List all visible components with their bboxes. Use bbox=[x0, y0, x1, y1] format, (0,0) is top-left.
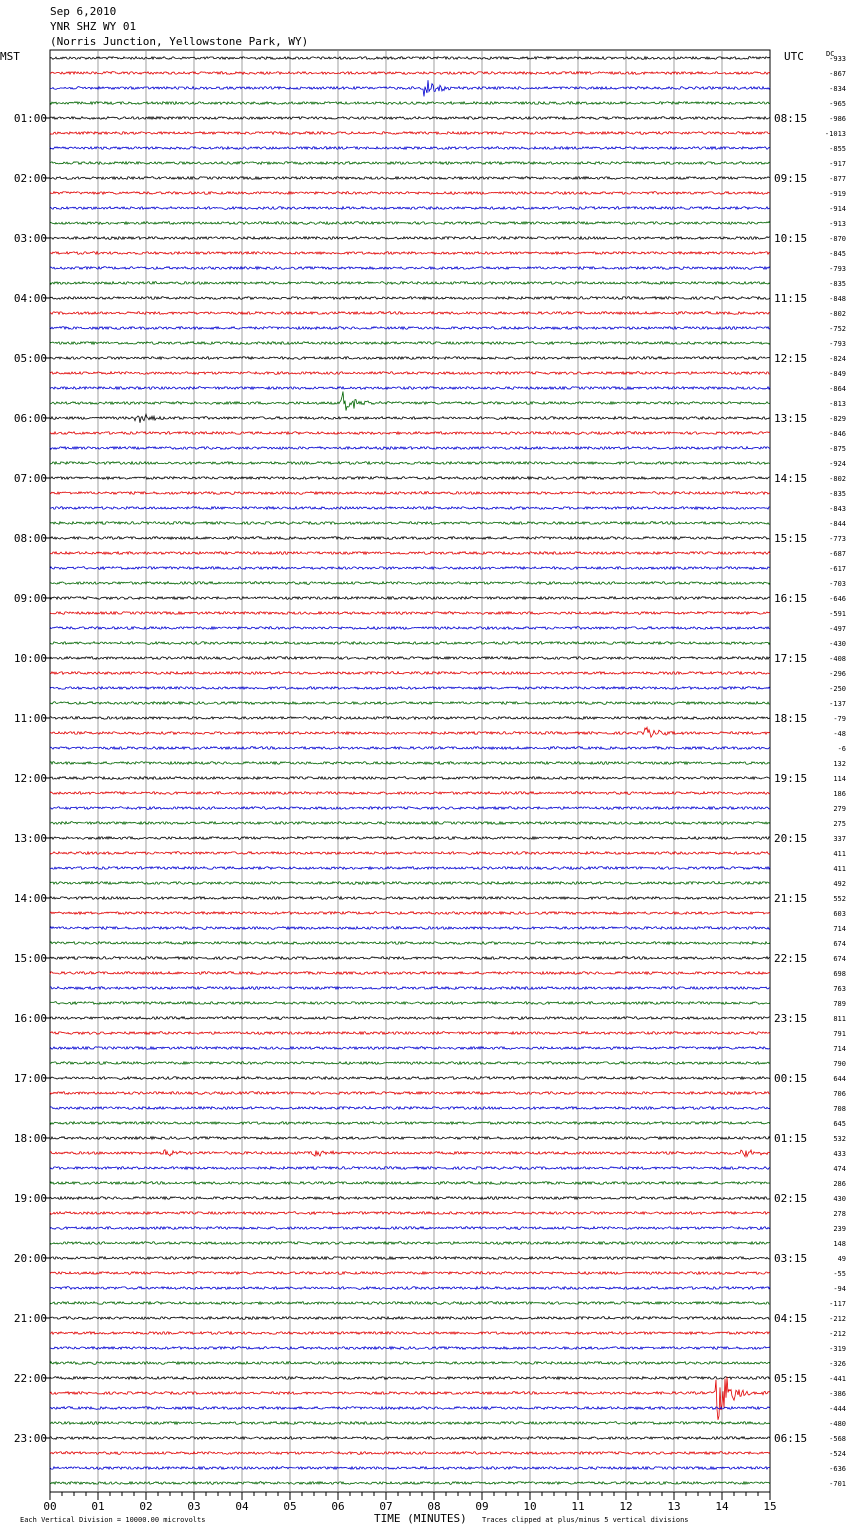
dc-offset-label: -591 bbox=[829, 610, 846, 618]
seismic-trace bbox=[50, 387, 770, 390]
seismic-trace bbox=[50, 747, 770, 750]
x-tick-label: 07 bbox=[379, 1500, 393, 1513]
dc-label: DC bbox=[826, 50, 835, 58]
dc-offset-label: 286 bbox=[833, 1180, 846, 1188]
dc-offset-label: 433 bbox=[833, 1150, 846, 1158]
utc-hour-label: 17:15 bbox=[774, 652, 808, 665]
dc-offset-label: 148 bbox=[833, 1240, 846, 1248]
dc-offset-label: -845 bbox=[829, 250, 846, 258]
station-code: YNR SHZ WY 01 bbox=[50, 20, 137, 33]
seismic-trace bbox=[50, 282, 770, 285]
seismic-trace bbox=[50, 642, 770, 645]
mst-hour-label: 02:00 bbox=[13, 172, 47, 185]
dc-offset-label: -864 bbox=[829, 385, 846, 393]
mst-hour-label: 14:00 bbox=[13, 892, 47, 905]
utc-hour-label: 06:15 bbox=[774, 1432, 808, 1445]
x-axis-title: TIME (MINUTES) bbox=[374, 1512, 467, 1525]
seismic-trace bbox=[50, 252, 770, 255]
seismic-trace bbox=[50, 1452, 770, 1455]
seismic-trace bbox=[50, 1122, 770, 1125]
seismic-trace bbox=[50, 1092, 770, 1095]
seismic-trace bbox=[50, 672, 770, 675]
seismic-trace bbox=[50, 327, 770, 330]
dc-offset-label: -829 bbox=[829, 415, 846, 423]
seismic-trace bbox=[50, 1197, 770, 1200]
dc-offset-label: 430 bbox=[833, 1195, 846, 1203]
dc-offset-label: 714 bbox=[833, 1045, 846, 1053]
utc-hour-label: 04:15 bbox=[774, 1312, 808, 1325]
seismic-trace bbox=[50, 627, 770, 630]
seismic-trace bbox=[50, 777, 770, 780]
seismic-trace bbox=[50, 102, 770, 105]
utc-hour-label: 08:15 bbox=[774, 112, 808, 125]
seismic-trace bbox=[50, 1002, 770, 1005]
seismic-trace bbox=[50, 597, 770, 600]
seismic-trace bbox=[50, 1242, 770, 1245]
dc-offset-label: -848 bbox=[829, 295, 846, 303]
dc-offset-label: 674 bbox=[833, 955, 846, 963]
station-location: (Norris Junction, Yellowstone Park, WY) bbox=[50, 35, 309, 48]
dc-offset-label: -6 bbox=[837, 745, 846, 753]
seismic-trace bbox=[50, 942, 770, 945]
x-tick-label: 00 bbox=[43, 1500, 57, 1513]
seismic-trace bbox=[50, 972, 770, 975]
dc-offset-label: -646 bbox=[829, 595, 846, 603]
x-tick-label: 05 bbox=[283, 1500, 297, 1513]
seismic-trace bbox=[50, 1212, 770, 1215]
x-tick-label: 08 bbox=[427, 1500, 441, 1513]
seismic-trace bbox=[50, 1317, 770, 1320]
seismic-trace bbox=[50, 1362, 770, 1365]
seismic-trace bbox=[50, 882, 770, 885]
mst-hour-label: 19:00 bbox=[13, 1192, 47, 1205]
mst-hour-label: 21:00 bbox=[13, 1312, 47, 1325]
dc-offset-label: -835 bbox=[829, 490, 846, 498]
dc-offset-label: 532 bbox=[833, 1135, 846, 1143]
dc-offset-label: -617 bbox=[829, 565, 846, 573]
dc-offset-label: 132 bbox=[833, 760, 846, 768]
seismic-trace bbox=[50, 1287, 770, 1290]
mst-hour-label: 10:00 bbox=[13, 652, 47, 665]
dc-offset-label: -875 bbox=[829, 445, 846, 453]
utc-hour-label: 13:15 bbox=[774, 412, 808, 425]
dc-offset-label: -319 bbox=[829, 1345, 846, 1353]
dc-offset-label: -524 bbox=[829, 1450, 846, 1458]
utc-hour-label: 11:15 bbox=[774, 292, 808, 305]
dc-offset-label: -687 bbox=[829, 550, 846, 558]
utc-hour-label: 16:15 bbox=[774, 592, 808, 605]
utc-hour-label: 00:15 bbox=[774, 1072, 808, 1085]
utc-hour-label: 21:15 bbox=[774, 892, 808, 905]
dc-offset-label: -913 bbox=[829, 220, 846, 228]
seismic-trace bbox=[50, 267, 770, 270]
dc-offset-label: 645 bbox=[833, 1120, 846, 1128]
plot-frame bbox=[50, 50, 770, 1492]
dc-offset-label: 790 bbox=[833, 1060, 846, 1068]
utc-hour-label: 03:15 bbox=[774, 1252, 808, 1265]
seismic-trace bbox=[50, 507, 770, 510]
seismic-trace bbox=[50, 582, 770, 585]
dc-offset-label: 275 bbox=[833, 820, 846, 828]
dc-offset-label: -793 bbox=[829, 340, 846, 348]
dc-offset-label: 698 bbox=[833, 970, 846, 978]
dc-offset-label: -846 bbox=[829, 430, 846, 438]
seismic-trace bbox=[50, 927, 770, 930]
dc-offset-label: 674 bbox=[833, 940, 846, 948]
dc-offset-label: 763 bbox=[833, 985, 846, 993]
seismic-trace bbox=[50, 80, 770, 96]
dc-offset-label: -441 bbox=[829, 1375, 846, 1383]
seismic-trace bbox=[50, 372, 770, 375]
dc-offset-label: -137 bbox=[829, 700, 846, 708]
dc-offset-label: -212 bbox=[829, 1315, 846, 1323]
dc-offset-label: -933 bbox=[829, 55, 846, 63]
seismic-trace bbox=[50, 177, 770, 180]
vertical-division-note: Each Vertical Division = 10000.00 microvolts bbox=[20, 1516, 206, 1524]
x-tick-label: 09 bbox=[475, 1500, 489, 1513]
seismic-trace bbox=[50, 852, 770, 855]
seismic-trace bbox=[50, 492, 770, 495]
utc-hour-label: 12:15 bbox=[774, 352, 808, 365]
seismic-trace bbox=[50, 807, 770, 810]
mst-hour-label: 08:00 bbox=[13, 532, 47, 545]
dc-offset-label: -79 bbox=[833, 715, 846, 723]
dc-offset-label: -55 bbox=[833, 1270, 846, 1278]
x-tick-label: 15 bbox=[763, 1500, 777, 1513]
seismic-trace bbox=[50, 717, 770, 720]
x-tick-label: 06 bbox=[331, 1500, 345, 1513]
dc-offset-label: -296 bbox=[829, 670, 846, 678]
seismic-trace bbox=[50, 537, 770, 540]
seismic-trace bbox=[50, 1407, 770, 1410]
dc-offset-label: -867 bbox=[829, 70, 846, 78]
seismic-trace bbox=[50, 897, 770, 900]
seismic-trace bbox=[50, 1437, 770, 1440]
dc-offset-label: 278 bbox=[833, 1210, 846, 1218]
x-tick-label: 02 bbox=[139, 1500, 153, 1513]
dc-offset-label: 603 bbox=[833, 910, 846, 918]
seismic-trace bbox=[50, 357, 770, 360]
dc-offset-label: -834 bbox=[829, 85, 846, 93]
dc-offset-label: -117 bbox=[829, 1300, 846, 1308]
mst-hour-label: 23:00 bbox=[13, 1432, 47, 1445]
mst-hour-label: 15:00 bbox=[13, 952, 47, 965]
seismic-trace bbox=[50, 117, 770, 120]
seismic-trace bbox=[50, 432, 770, 435]
utc-axis-label: UTC bbox=[784, 50, 804, 63]
x-tick-label: 13 bbox=[667, 1500, 681, 1513]
dc-offset-label: 789 bbox=[833, 1000, 846, 1008]
dc-offset-label: -855 bbox=[829, 145, 846, 153]
utc-hour-label: 05:15 bbox=[774, 1372, 808, 1385]
mst-hour-label: 03:00 bbox=[13, 232, 47, 245]
dc-offset-label: 791 bbox=[833, 1030, 846, 1038]
dc-offset-label: -212 bbox=[829, 1330, 846, 1338]
seismic-trace bbox=[50, 1032, 770, 1035]
seismic-trace bbox=[50, 727, 770, 737]
dc-offset-label: -870 bbox=[829, 235, 846, 243]
mst-hour-label: 06:00 bbox=[13, 412, 47, 425]
dc-offset-label: -965 bbox=[829, 100, 846, 108]
dc-offset-label: -813 bbox=[829, 400, 846, 408]
mst-axis-label: MST bbox=[0, 50, 20, 63]
dc-offset-label: -924 bbox=[829, 460, 846, 468]
seismic-trace bbox=[50, 867, 770, 870]
seismic-trace bbox=[50, 1182, 770, 1185]
seismic-trace bbox=[50, 837, 770, 840]
seismic-trace bbox=[50, 462, 770, 465]
seismic-trace bbox=[50, 192, 770, 195]
seismic-trace bbox=[50, 1167, 770, 1170]
dc-offset-label: -497 bbox=[829, 625, 846, 633]
seismic-trace bbox=[50, 1227, 770, 1230]
x-tick-label: 10 bbox=[523, 1500, 537, 1513]
dc-offset-label: -480 bbox=[829, 1420, 846, 1428]
x-tick-label: 12 bbox=[619, 1500, 633, 1513]
mst-hour-label: 20:00 bbox=[13, 1252, 47, 1265]
dc-offset-label: 337 bbox=[833, 835, 846, 843]
seismic-trace bbox=[50, 552, 770, 555]
seismic-trace bbox=[50, 657, 770, 660]
mst-hour-label: 17:00 bbox=[13, 1072, 47, 1085]
dc-offset-label: 474 bbox=[833, 1165, 846, 1173]
dc-offset-label: -986 bbox=[829, 115, 846, 123]
dc-offset-label: -250 bbox=[829, 685, 846, 693]
seismic-trace bbox=[50, 792, 770, 795]
dc-offset-label: 239 bbox=[833, 1225, 846, 1233]
seismic-trace bbox=[50, 414, 770, 423]
seismic-trace bbox=[50, 237, 770, 240]
dc-offset-label: -701 bbox=[829, 1480, 846, 1488]
mst-hour-label: 07:00 bbox=[13, 472, 47, 485]
dc-offset-label: -773 bbox=[829, 535, 846, 543]
utc-hour-label: 01:15 bbox=[774, 1132, 808, 1145]
seismic-trace bbox=[50, 1257, 770, 1260]
utc-hour-label: 14:15 bbox=[774, 472, 808, 485]
dc-offset-label: -835 bbox=[829, 280, 846, 288]
dc-offset-label: 186 bbox=[833, 790, 846, 798]
dc-offset-label: -914 bbox=[829, 205, 846, 213]
dc-offset-label: -568 bbox=[829, 1435, 846, 1443]
seismic-trace bbox=[50, 207, 770, 210]
dc-offset-label: 492 bbox=[833, 880, 846, 888]
dc-offset-label: -386 bbox=[829, 1390, 846, 1398]
dc-offset-label: 811 bbox=[833, 1015, 846, 1023]
seismic-trace bbox=[50, 1137, 770, 1140]
seismic-trace bbox=[50, 132, 770, 135]
seismic-trace bbox=[50, 297, 770, 300]
utc-hour-label: 23:15 bbox=[774, 1012, 808, 1025]
mst-hour-label: 01:00 bbox=[13, 112, 47, 125]
seismic-trace bbox=[50, 1017, 770, 1020]
plot-date: Sep 6,2010 bbox=[50, 5, 117, 18]
dc-offset-label: 49 bbox=[837, 1255, 846, 1263]
utc-hour-label: 15:15 bbox=[774, 532, 808, 545]
dc-offset-label: 114 bbox=[833, 775, 846, 783]
dc-offset-label: 552 bbox=[833, 895, 846, 903]
seismic-trace bbox=[50, 822, 770, 825]
mst-hour-label: 05:00 bbox=[13, 352, 47, 365]
dc-offset-label: -444 bbox=[829, 1405, 846, 1413]
dc-offset-label: -844 bbox=[829, 520, 846, 528]
mst-hour-label: 16:00 bbox=[13, 1012, 47, 1025]
seismic-trace bbox=[50, 1467, 770, 1470]
seismic-trace bbox=[50, 1377, 770, 1380]
utc-hour-label: 09:15 bbox=[774, 172, 808, 185]
dc-offset-label: -703 bbox=[829, 580, 846, 588]
dc-offset-label: -919 bbox=[829, 190, 846, 198]
seismic-trace bbox=[50, 162, 770, 165]
dc-offset-label: -326 bbox=[829, 1360, 846, 1368]
mst-hour-label: 12:00 bbox=[13, 772, 47, 785]
seismic-trace bbox=[50, 312, 770, 315]
mst-hour-label: 13:00 bbox=[13, 832, 47, 845]
x-tick-label: 01 bbox=[91, 1500, 105, 1513]
dc-offset-label: -917 bbox=[829, 160, 846, 168]
dc-offset-label: -430 bbox=[829, 640, 846, 648]
seismic-trace bbox=[50, 687, 770, 690]
dc-offset-label: -849 bbox=[829, 370, 846, 378]
x-tick-label: 03 bbox=[187, 1500, 201, 1513]
seismic-trace bbox=[50, 912, 770, 915]
seismic-trace bbox=[50, 957, 770, 960]
dc-offset-label: -408 bbox=[829, 655, 846, 663]
mst-hour-label: 04:00 bbox=[13, 292, 47, 305]
seismic-trace bbox=[50, 1482, 770, 1485]
seismic-trace bbox=[50, 1107, 770, 1110]
seismic-trace bbox=[50, 147, 770, 150]
dc-offset-label: -752 bbox=[829, 325, 846, 333]
seismic-trace bbox=[50, 612, 770, 615]
dc-offset-label: -843 bbox=[829, 505, 846, 513]
seismic-trace bbox=[50, 342, 770, 345]
seismic-trace bbox=[50, 1150, 770, 1157]
seismic-trace bbox=[50, 57, 770, 60]
x-tick-label: 11 bbox=[571, 1500, 585, 1513]
dc-offset-label: 279 bbox=[833, 805, 846, 813]
seismic-trace bbox=[50, 222, 770, 225]
x-tick-label: 14 bbox=[715, 1500, 729, 1513]
seismic-trace bbox=[50, 1047, 770, 1050]
mst-hour-label: 18:00 bbox=[13, 1132, 47, 1145]
dc-offset-label: -1013 bbox=[824, 130, 846, 138]
dc-offset-label: 411 bbox=[833, 850, 846, 858]
dc-offset-label: -802 bbox=[829, 475, 846, 483]
seismic-trace bbox=[50, 1332, 770, 1335]
seismic-trace bbox=[50, 1272, 770, 1275]
seismic-trace bbox=[50, 762, 770, 765]
dc-offset-label: 644 bbox=[833, 1075, 846, 1083]
seismic-trace bbox=[50, 477, 770, 480]
dc-offset-label: 708 bbox=[833, 1105, 846, 1113]
dc-offset-label: 411 bbox=[833, 865, 846, 873]
seismic-trace bbox=[50, 1077, 770, 1080]
utc-hour-label: 10:15 bbox=[774, 232, 808, 245]
utc-hour-label: 20:15 bbox=[774, 832, 808, 845]
dc-offset-label: -824 bbox=[829, 355, 846, 363]
seismic-trace bbox=[50, 567, 770, 570]
dc-offset-label: -94 bbox=[833, 1285, 846, 1293]
utc-hour-label: 19:15 bbox=[774, 772, 808, 785]
x-tick-label: 04 bbox=[235, 1500, 249, 1513]
seismic-trace bbox=[50, 1422, 770, 1425]
mst-hour-label: 11:00 bbox=[13, 712, 47, 725]
seismic-trace bbox=[50, 72, 770, 75]
seismic-trace bbox=[50, 987, 770, 990]
seismic-trace bbox=[50, 1347, 770, 1350]
mst-hour-label: 22:00 bbox=[13, 1372, 47, 1385]
dc-offset-label: -877 bbox=[829, 175, 846, 183]
seismic-trace bbox=[50, 1302, 770, 1305]
seismic-trace bbox=[50, 702, 770, 705]
dc-offset-label: -636 bbox=[829, 1465, 846, 1473]
seismic-trace bbox=[50, 392, 770, 411]
dc-offset-label: -793 bbox=[829, 265, 846, 273]
clip-note: Traces clipped at plus/minus 5 vertical divisions bbox=[482, 1516, 689, 1524]
utc-hour-label: 22:15 bbox=[774, 952, 808, 965]
seismic-trace bbox=[50, 522, 770, 525]
seismic-trace bbox=[50, 1062, 770, 1065]
dc-offset-label: 706 bbox=[833, 1090, 846, 1098]
mst-hour-label: 09:00 bbox=[13, 592, 47, 605]
dc-offset-label: 714 bbox=[833, 925, 846, 933]
dc-offset-label: -802 bbox=[829, 310, 846, 318]
utc-hour-label: 18:15 bbox=[774, 712, 808, 725]
dc-offset-label: -48 bbox=[833, 730, 846, 738]
seismic-trace bbox=[50, 1377, 770, 1420]
seismic-trace bbox=[50, 447, 770, 450]
utc-hour-label: 02:15 bbox=[774, 1192, 808, 1205]
